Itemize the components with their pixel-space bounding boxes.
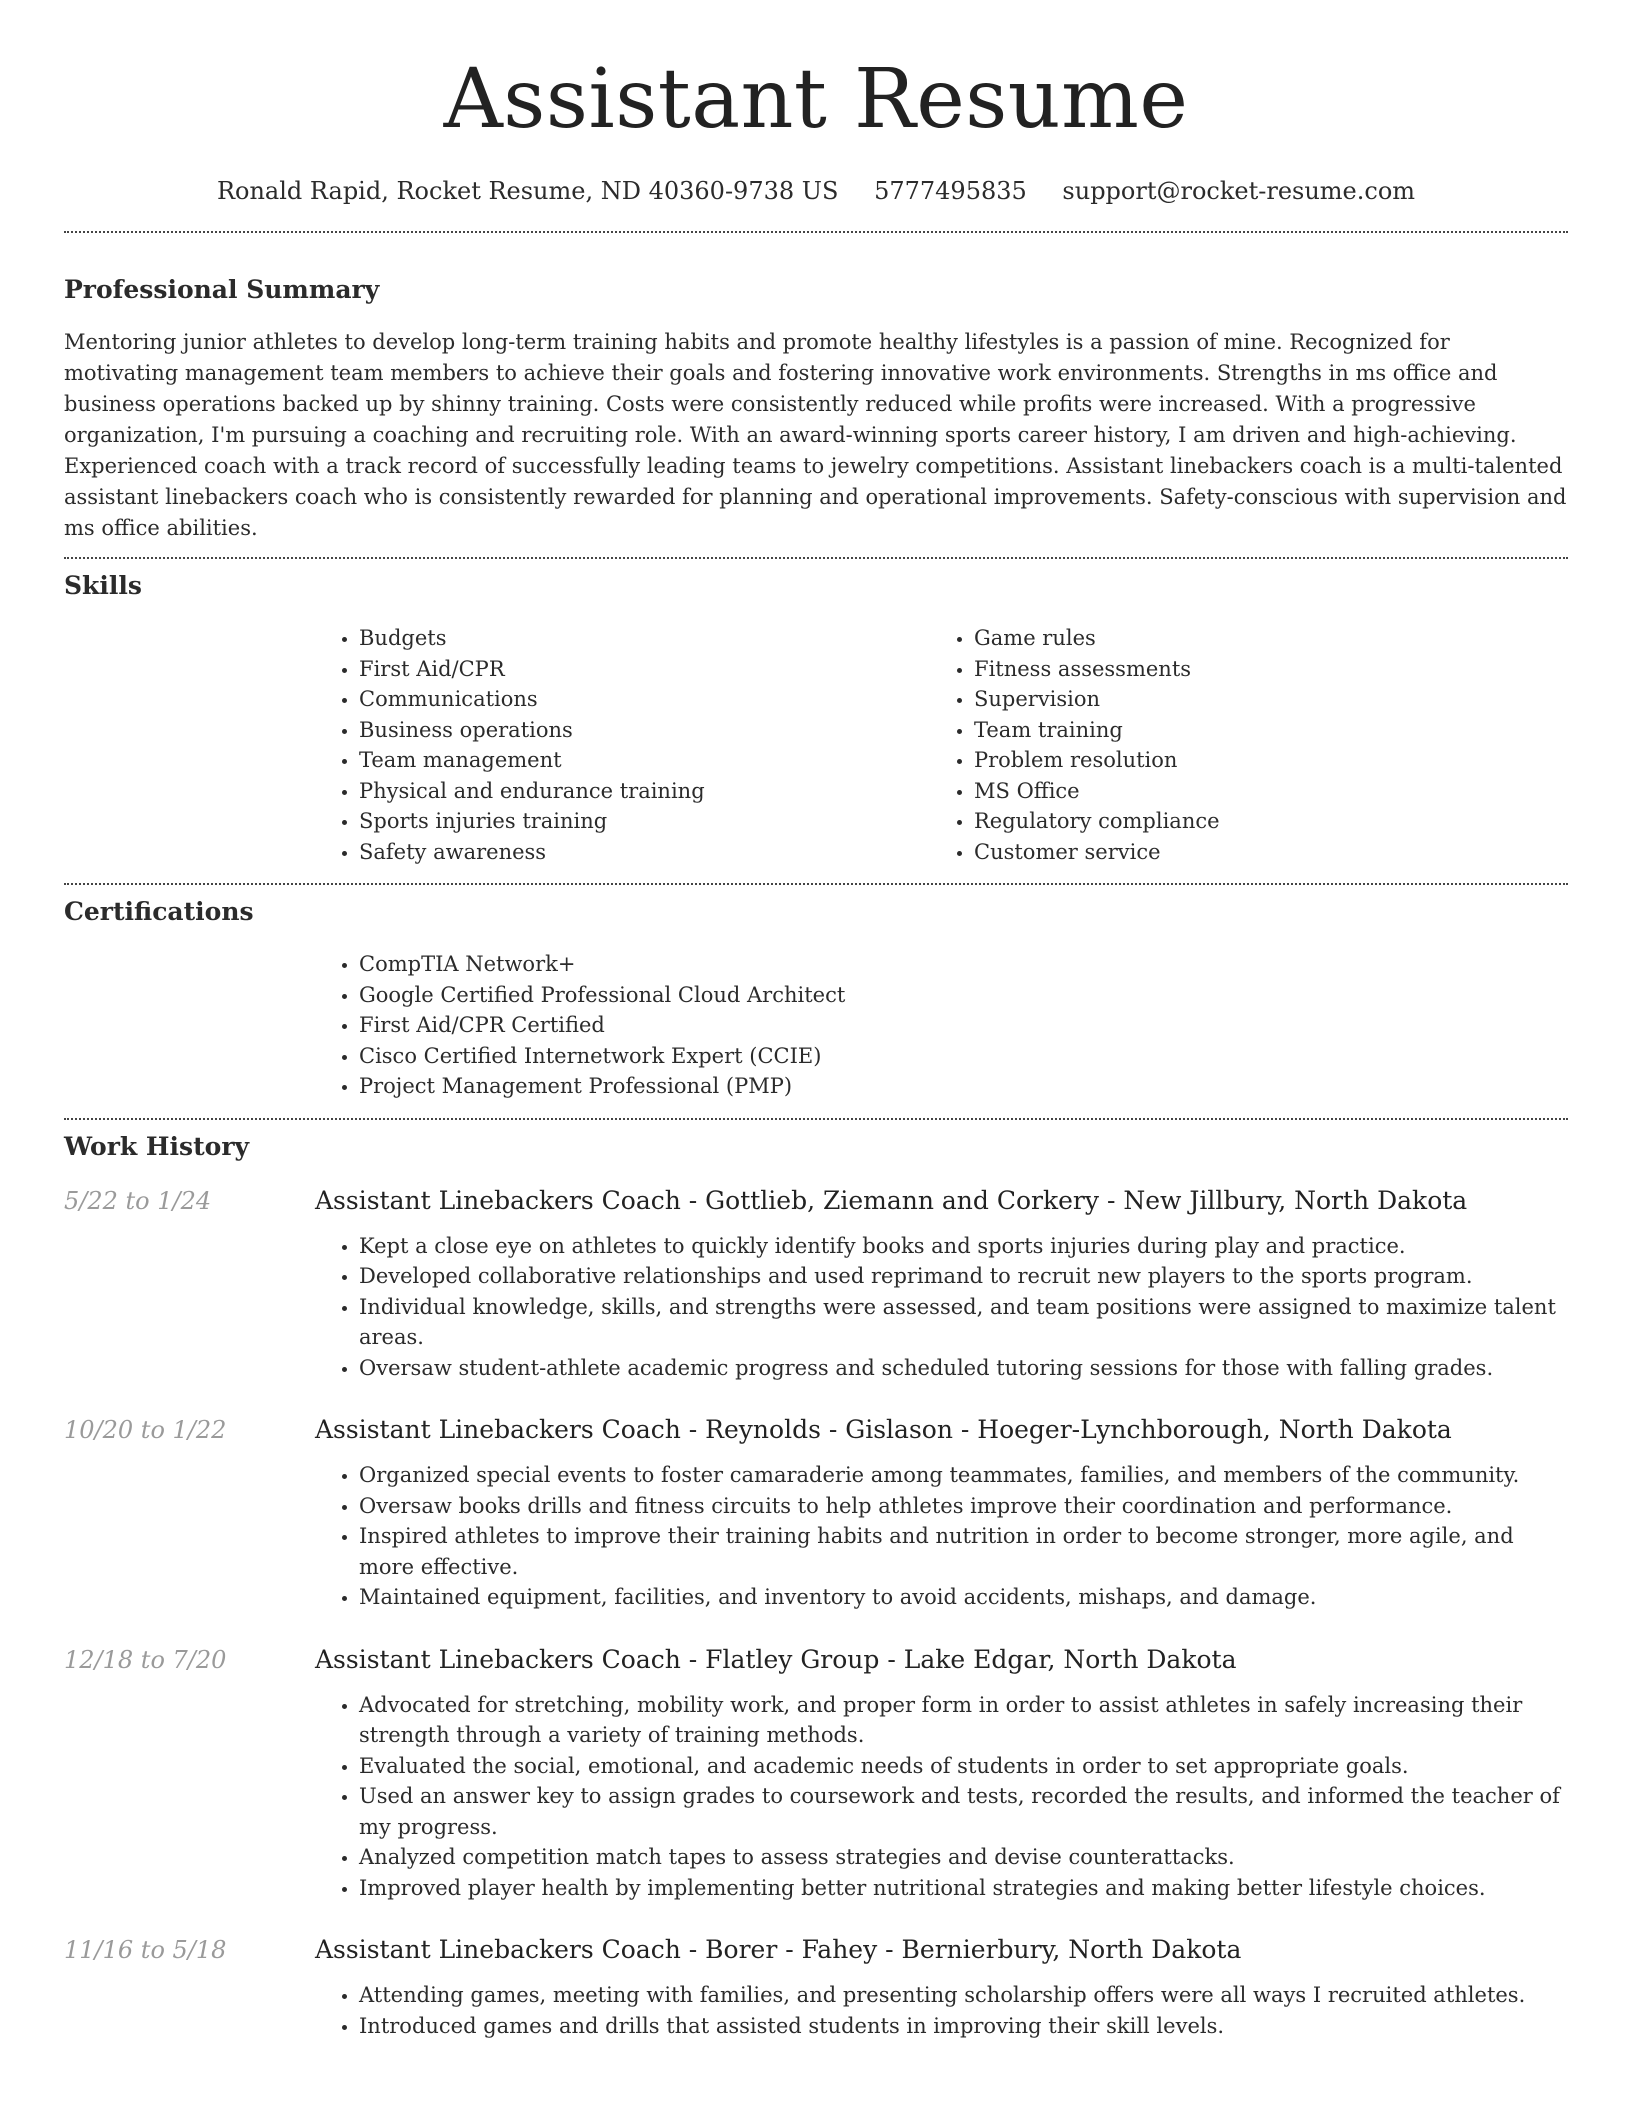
- contact-phone: 5777495835: [874, 177, 1027, 205]
- section-skills: [64, 559, 1568, 867]
- job-bullet: • Oversaw student-athlete academic progress and scheduled tutoring sessions for those with falling grades.: [359, 1353, 1568, 1384]
- jobs-list: [64, 1184, 1568, 2042]
- skill-item: • Budgets: [359, 623, 930, 654]
- job-header: [64, 1184, 1568, 1218]
- skill-item: • Team management: [359, 745, 930, 776]
- job-header: [64, 1933, 1568, 1967]
- job-bullets: [315, 1460, 1568, 1613]
- job-bullets: [315, 1690, 1568, 1904]
- skill-item: • Physical and endurance training: [359, 776, 930, 807]
- skill-item: • Fitness assessments: [974, 654, 1545, 685]
- skill-item: • First Aid/CPR: [359, 654, 930, 685]
- section-heading: Professional Summary: [64, 275, 380, 304]
- job-bullet: • Advocated for stretching, mobility work, and proper form in order to assist athletes in safely increasing their strength through a variety of training methods.: [359, 1690, 1568, 1751]
- job-title: Assistant Linebackers Coach - Borer - Fahey - Bernierbury, North Dakota: [315, 1935, 1242, 1964]
- certification-item: • First Aid/CPR Certified: [359, 1010, 1568, 1041]
- job-bullet: • Organized special events to foster camaraderie among teammates, families, and members of the community.: [359, 1460, 1568, 1491]
- job-bullet: • Attending games, meeting with families, and presenting scholarship offers were all ways I recruited athletes.: [359, 1980, 1568, 2011]
- job-bullet: • Developed collaborative relationships and used reprimand to recruit new players to the sports program.: [359, 1261, 1568, 1292]
- contact-line: [64, 174, 1568, 208]
- summary-text: Mentoring junior athletes to develop long-term training habits and promote healthy lifestyles is a passion of mine. Recognized for motivating management team members to achieve their goals and fostering innovative work environments. Strengths in ms office and business operations backed up by shinny training. Costs were consistently reduced while profits were increased. With a progressive organization, I'm pursuing a coaching and recruiting role. With an award-winning sports career history, I am driven and high-achieving. Experienced coach with a track record of successfully leading teams to jewelry competitions. Assistant linebackers coach is a multi-talented assistant linebackers coach who is consistently rewarded for planning and operational improvements. Safety-conscious with supervision and ms office abilities.: [64, 330, 1567, 540]
- job-bullet: • Kept a close eye on athletes to quickly identify books and sports injuries during play and practice.: [359, 1231, 1568, 1262]
- job-bullet: • Inspired athletes to improve their training habits and nutrition in order to become stronger, more agile, and more effective.: [359, 1521, 1568, 1582]
- contact-email: support@rocket-resume.com: [1062, 177, 1416, 205]
- job-bullet: • Used an answer key to assign grades to coursework and tests, recorded the results, and informed the teacher of my progress.: [359, 1781, 1568, 1842]
- certifications-list-wrap: [315, 949, 1568, 1102]
- skill-item: • Game rules: [974, 623, 1545, 654]
- skills-grid: [315, 623, 1568, 867]
- job-bullet: • Improved player health by implementing better nutritional strategies and making better lifestyle choices.: [359, 1873, 1568, 1904]
- section-heading: Work History: [64, 1131, 250, 1161]
- job-dates: 5/22 to 1/24: [64, 1186, 212, 1215]
- certification-item: • Project Management Professional (PMP): [359, 1071, 1568, 1102]
- skills-column-right: [930, 623, 1545, 867]
- job-title: Assistant Linebackers Coach - Gottlieb, Ziemann and Corkery - New Jillbury, North Dakota: [315, 1185, 1468, 1215]
- job-entry: [64, 1643, 1568, 1904]
- job-bullet: • Evaluated the social, emotional, and academic needs of students in order to set appropriate goals.: [359, 1751, 1568, 1782]
- job-bullet: • Analyzed competition match tapes to assess strategies and devise counterattacks.: [359, 1842, 1568, 1873]
- skill-item: • Regulatory compliance: [974, 806, 1545, 837]
- job-header: [64, 1413, 1568, 1447]
- job-title: Assistant Linebackers Coach - Reynolds - Gislason - Hoeger-Lynchborough, North Dakota: [315, 1415, 1452, 1444]
- job-entry: [64, 1933, 1568, 2041]
- job-bullet: • Introduced games and drills that assisted students in improving their skill levels.: [359, 2011, 1568, 2042]
- job-dates: 11/16 to 5/18: [64, 1936, 227, 1964]
- certification-item: • CompTIA Network+: [359, 949, 1568, 980]
- certification-item: • Google Certified Professional Cloud Architect: [359, 980, 1568, 1011]
- skill-item: • Sports injuries training: [359, 806, 930, 837]
- job-bullet: • Maintained equipment, facilities, and inventory to avoid accidents, mishaps, and damage.: [359, 1582, 1568, 1613]
- job-entry: [64, 1184, 1568, 1384]
- job-bullet: • Individual knowledge, skills, and strengths were assessed, and team positions were assigned to maximize talent areas.: [359, 1292, 1568, 1353]
- job-bullet: • Oversaw books drills and fitness circuits to help athletes improve their coordination and performance.: [359, 1491, 1568, 1522]
- skill-item: • MS Office: [974, 776, 1545, 807]
- section-professional-summary: [64, 233, 1568, 544]
- resume-title: Assistant Resume: [443, 52, 1189, 147]
- certification-item: • Cisco Certified Internetwork Expert (CCIE): [359, 1041, 1568, 1072]
- contact-address: Ronald Rapid, Rocket Resume, ND 40360-9738 US: [216, 177, 839, 205]
- job-header: [64, 1643, 1568, 1677]
- section-heading: Certifications: [64, 897, 254, 926]
- skill-item: • Safety awareness: [359, 837, 930, 868]
- skills-column-left: [315, 623, 930, 867]
- skill-item: • Communications: [359, 684, 930, 715]
- job-dates: 12/18 to 7/20: [64, 1645, 227, 1674]
- job-title: Assistant Linebackers Coach - Flatley Group - Lake Edgar, North Dakota: [315, 1644, 1237, 1674]
- job-dates: 10/20 to 1/22: [64, 1416, 227, 1444]
- section-heading: Skills: [64, 571, 142, 600]
- skill-item: • Customer service: [974, 837, 1545, 868]
- skill-item: • Team training: [974, 715, 1545, 746]
- skill-item: • Supervision: [974, 684, 1545, 715]
- resume-page: [64, 0, 1568, 2041]
- skill-item: • Business operations: [359, 715, 930, 746]
- section-work-history: [64, 1120, 1568, 2042]
- skill-item: • Problem resolution: [974, 745, 1545, 776]
- job-entry: [64, 1413, 1568, 1613]
- section-certifications: [64, 885, 1568, 1102]
- job-bullets: [315, 1231, 1568, 1384]
- job-bullets: [315, 1980, 1568, 2041]
